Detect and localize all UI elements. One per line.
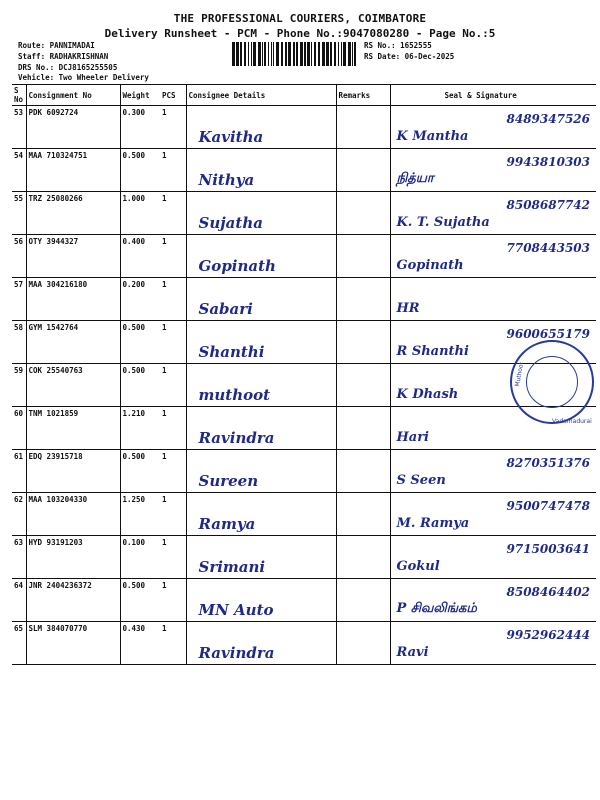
cell-pcs: 1: [160, 450, 186, 493]
cell-sno: 54: [12, 149, 26, 192]
consignee-handwriting: Sujatha: [198, 214, 263, 232]
cell-remarks: [336, 579, 390, 622]
cell-remarks: [336, 149, 390, 192]
cell-weight: 0.500: [120, 364, 160, 407]
signature-handwriting: K. T. Sujatha: [396, 215, 490, 230]
table-row: [12, 364, 596, 407]
cell-weight: 0.100: [120, 536, 160, 579]
route-label: Route: PANNIMADAI: [18, 41, 95, 50]
stamp-text-place: Vadamadurai: [552, 418, 592, 425]
cell-sno: 65: [12, 622, 26, 665]
cell-sno: 57: [12, 278, 26, 321]
col-consignment: Consignment No: [26, 85, 120, 106]
rs-date: RS Date: 06-Dec-2025: [364, 52, 455, 61]
cell-remarks: [336, 321, 390, 364]
cell-sno: 53: [12, 106, 26, 149]
consignee-handwriting: Shanthi: [198, 343, 265, 361]
table-row: [12, 278, 596, 321]
cell-consignment: MAA 710324751: [26, 149, 120, 192]
cell-remarks: [336, 450, 390, 493]
col-sno: S No: [12, 85, 26, 106]
signature-handwriting: Gopinath: [396, 258, 464, 273]
cell-weight: 0.500: [120, 149, 160, 192]
cell-weight: 0.500: [120, 450, 160, 493]
cell-signature: [390, 192, 596, 235]
cell-pcs: 1: [160, 235, 186, 278]
cell-signature: [390, 536, 596, 579]
table-row: [12, 235, 596, 278]
cell-signature: [390, 579, 596, 622]
staff-label: Staff: RADHAKRISHNAN: [18, 52, 109, 61]
cell-pcs: 1: [160, 622, 186, 665]
runsheet-table: [12, 84, 596, 665]
col-remarks: Remarks: [336, 85, 390, 106]
signature-handwriting: HR: [396, 301, 420, 316]
drs-number: DRS No.: DCJ8165255505: [18, 63, 118, 72]
cell-consignee: [186, 622, 336, 665]
consignee-handwriting: Sabari: [198, 300, 253, 318]
cell-weight: 1.250: [120, 493, 160, 536]
cell-consignment: HYD 93191203: [26, 536, 120, 579]
cell-consignment: SLM 384070770: [26, 622, 120, 665]
signature-handwriting: Gokul: [396, 559, 440, 574]
stamp-text-muthoot: Muthoot: [514, 361, 526, 388]
cell-weight: 1.000: [120, 192, 160, 235]
cell-consignment: JNR 2404236372: [26, 579, 120, 622]
cell-consignee: [186, 149, 336, 192]
table-row: [12, 536, 596, 579]
cell-signature: [390, 106, 596, 149]
cell-pcs: 1: [160, 192, 186, 235]
cell-consignment: COK 25540763: [26, 364, 120, 407]
cell-sno: 61: [12, 450, 26, 493]
signature-phone: 8270351376: [506, 456, 590, 470]
consignee-handwriting: Gopinath: [198, 257, 276, 275]
table-row: [12, 493, 596, 536]
cell-sno: 56: [12, 235, 26, 278]
cell-pcs: 1: [160, 278, 186, 321]
cell-consignee: [186, 493, 336, 536]
col-weight: Weight: [120, 85, 160, 106]
cell-remarks: [336, 364, 390, 407]
cell-pcs: 1: [160, 536, 186, 579]
table-row: [12, 579, 596, 622]
signature-handwriting: Hari: [396, 430, 429, 445]
consignee-handwriting: Ramya: [198, 515, 256, 533]
vehicle-label: Vehicle: Two Wheeler Delivery: [18, 73, 149, 82]
cell-remarks: [336, 407, 390, 450]
signature-phone: 9952962444: [506, 628, 590, 642]
signature-handwriting: நித்யா: [396, 171, 434, 186]
cell-consignment: MAA 304216180: [26, 278, 120, 321]
cell-weight: 0.400: [120, 235, 160, 278]
cell-weight: 0.500: [120, 579, 160, 622]
signature-handwriting: P சிவலிங்கம்: [396, 601, 477, 616]
signature-handwriting: M. Ramya: [396, 516, 470, 531]
table-row: [12, 407, 596, 450]
cell-signature: [390, 235, 596, 278]
seal-stamp: [510, 340, 594, 424]
cell-weight: 0.500: [120, 321, 160, 364]
col-consignee: Consignee Details: [186, 85, 336, 106]
cell-remarks: [336, 235, 390, 278]
table-header: [12, 85, 596, 106]
cell-signature: [390, 622, 596, 665]
signature-handwriting: K Mantha: [396, 129, 469, 144]
cell-sno: 63: [12, 536, 26, 579]
consignee-handwriting: Ravindra: [198, 429, 275, 447]
table-row: [12, 192, 596, 235]
cell-consignee: [186, 192, 336, 235]
table-row: [12, 622, 596, 665]
table-row: [12, 321, 596, 364]
cell-consignee: [186, 278, 336, 321]
cell-remarks: [336, 192, 390, 235]
runsheet-subtitle: Delivery Runsheet - PCM - Phone No.:9047080280 - Page No.:5: [104, 27, 496, 40]
barcode-icon: [232, 42, 360, 66]
signature-handwriting: R Shanthi: [396, 344, 469, 359]
cell-pcs: 1: [160, 364, 186, 407]
cell-sno: 59: [12, 364, 26, 407]
cell-consignment: GYM 1542764: [26, 321, 120, 364]
cell-consignment: EDQ 23915718: [26, 450, 120, 493]
consignee-handwriting: Sureen: [198, 472, 259, 490]
cell-remarks: [336, 536, 390, 579]
cell-consignment: MAA 103204330: [26, 493, 120, 536]
cell-consignee: [186, 235, 336, 278]
cell-consignment: OTY 3944327: [26, 235, 120, 278]
signature-handwriting: S Seen: [396, 473, 446, 488]
table-row: [12, 450, 596, 493]
cell-signature: [390, 149, 596, 192]
cell-pcs: 1: [160, 493, 186, 536]
cell-consignment: TRZ 25080266: [26, 192, 120, 235]
cell-weight: 0.200: [120, 278, 160, 321]
company-title: THE PROFESSIONAL COURIERS, COIMBATORE: [173, 12, 427, 25]
cell-sno: 60: [12, 407, 26, 450]
cell-consignee: [186, 321, 336, 364]
cell-sno: 58: [12, 321, 26, 364]
cell-consignee: [186, 106, 336, 149]
cell-remarks: [336, 106, 390, 149]
cell-consignee: [186, 579, 336, 622]
cell-signature: [390, 450, 596, 493]
signature-phone: 8489347526: [506, 112, 590, 126]
cell-pcs: 1: [160, 149, 186, 192]
cell-weight: 0.430: [120, 622, 160, 665]
cell-consignee: [186, 407, 336, 450]
cell-pcs: 1: [160, 106, 186, 149]
cell-weight: 1.210: [120, 407, 160, 450]
cell-weight: 0.300: [120, 106, 160, 149]
signature-handwriting: Ravi: [396, 645, 429, 660]
cell-signature: [390, 278, 596, 321]
col-pcs: PCS: [160, 85, 186, 106]
table-row: [12, 106, 596, 149]
signature-phone: 9943810303: [506, 155, 590, 169]
signature-phone: 9600655179: [506, 327, 590, 341]
signature-phone: 7708443503: [506, 241, 590, 255]
cell-signature: [390, 493, 596, 536]
table-row: [12, 149, 596, 192]
signature-phone: 9715003641: [506, 542, 590, 556]
cell-pcs: 1: [160, 579, 186, 622]
consignee-handwriting: MN Auto: [198, 601, 274, 619]
cell-consignee: [186, 450, 336, 493]
consignee-handwriting: Kavitha: [198, 128, 264, 146]
cell-pcs: 1: [160, 321, 186, 364]
consignee-handwriting: Srimani: [198, 558, 266, 576]
cell-sno: 64: [12, 579, 26, 622]
consignee-handwriting: muthoot: [198, 386, 271, 404]
cell-remarks: [336, 278, 390, 321]
cell-remarks: [336, 493, 390, 536]
signature-phone: 8508464402: [506, 585, 590, 599]
cell-consignee: [186, 536, 336, 579]
cell-remarks: [336, 622, 390, 665]
cell-consignee: [186, 364, 336, 407]
signature-handwriting: K Dhash: [396, 387, 459, 402]
cell-sno: 62: [12, 493, 26, 536]
consignee-handwriting: Nithya: [198, 171, 255, 189]
signature-phone: 9500747478: [506, 499, 590, 513]
cell-sno: 55: [12, 192, 26, 235]
consignee-handwriting: Ravindra: [198, 644, 275, 662]
seal-inner-ring: [526, 356, 578, 408]
cell-consignment: PDK 6092724: [26, 106, 120, 149]
cell-consignment: TNM 1021859: [26, 407, 120, 450]
cell-pcs: 1: [160, 407, 186, 450]
col-signature: Seal & Signature: [390, 85, 596, 106]
signature-phone: 8508687742: [506, 198, 590, 212]
rs-number: RS No.: 1652555: [364, 41, 432, 50]
